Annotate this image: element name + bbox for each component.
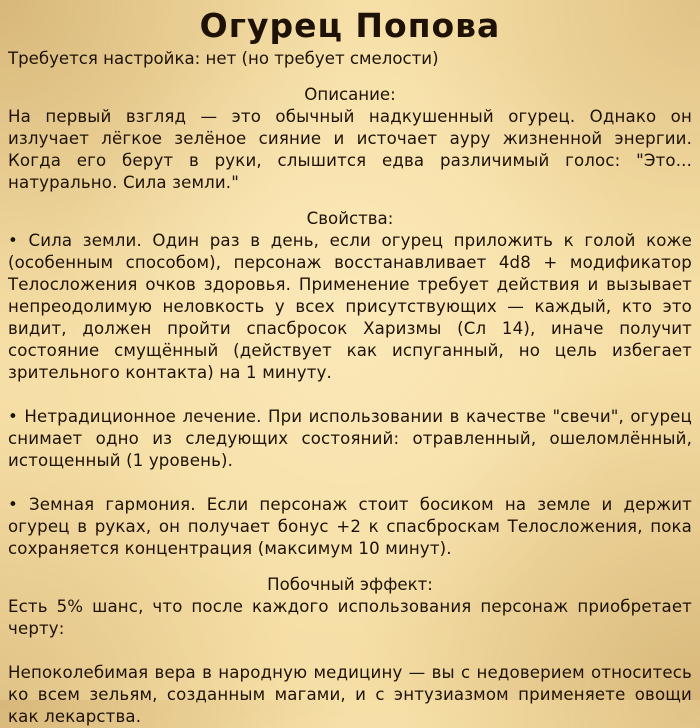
side-effect-trait: Непоколебимая вера в народную медицину — вы с недоверием относитесь ко всем зельям, созданным магами, и с энтузиазмом применяете овощи как лекарства. <box>8 663 692 726</box>
card-title: Огурец Попова <box>199 6 501 45</box>
description-text: На первый взгляд — это обычный надкушенный огурец. Однако он излучает лёгкое зелёное сияние и источает ауру жизненной энергии. Когда его берут в руки, слышится едва различимый голос: "Это... натурально. Сила земли." <box>8 107 692 192</box>
properties-heading: Свойства: <box>306 209 394 228</box>
property-earth-power: • Сила земли. Один раз в день, если огурец приложить к голой коже (особенным способом), персонаж восстанавливает 4d8 + модификатор Телосложения очков здоровья. Применение требует действия и вызывает непреодолимую неловкость у всех присутствующих — каждый, кто это видит, должен пройти спасбросок Харизмы (Сл 14), иначе получит состояние смущённый (действует как испуганный, но цель избегает зрительного контакта) на 1 минуту. <box>8 231 692 382</box>
property-unconventional-healing: • Нетрадиционное лечение. При использовании в качестве "свечи", огурец снимает одно из следующих состояний: отравленный, ошеломлённый, истощенный (1 уровень). <box>8 407 692 470</box>
attunement-text: Требуется настройка: нет (но требует смелости) <box>8 49 439 68</box>
side-effect-chance: Есть 5% шанс, что после каждого использования персонаж приобретает черту: <box>8 597 692 638</box>
description-heading: Описание: <box>304 85 396 104</box>
side-effect-heading: Побочный эффект: <box>267 575 433 594</box>
property-earth-harmony: • Земная гармония. Если персонаж стоит босиком на земле и держит огурец в руках, он получает бонус +2 к спасброскам Телосложения, пока сохраняется концентрация (максимум 10 минут). <box>8 495 692 558</box>
